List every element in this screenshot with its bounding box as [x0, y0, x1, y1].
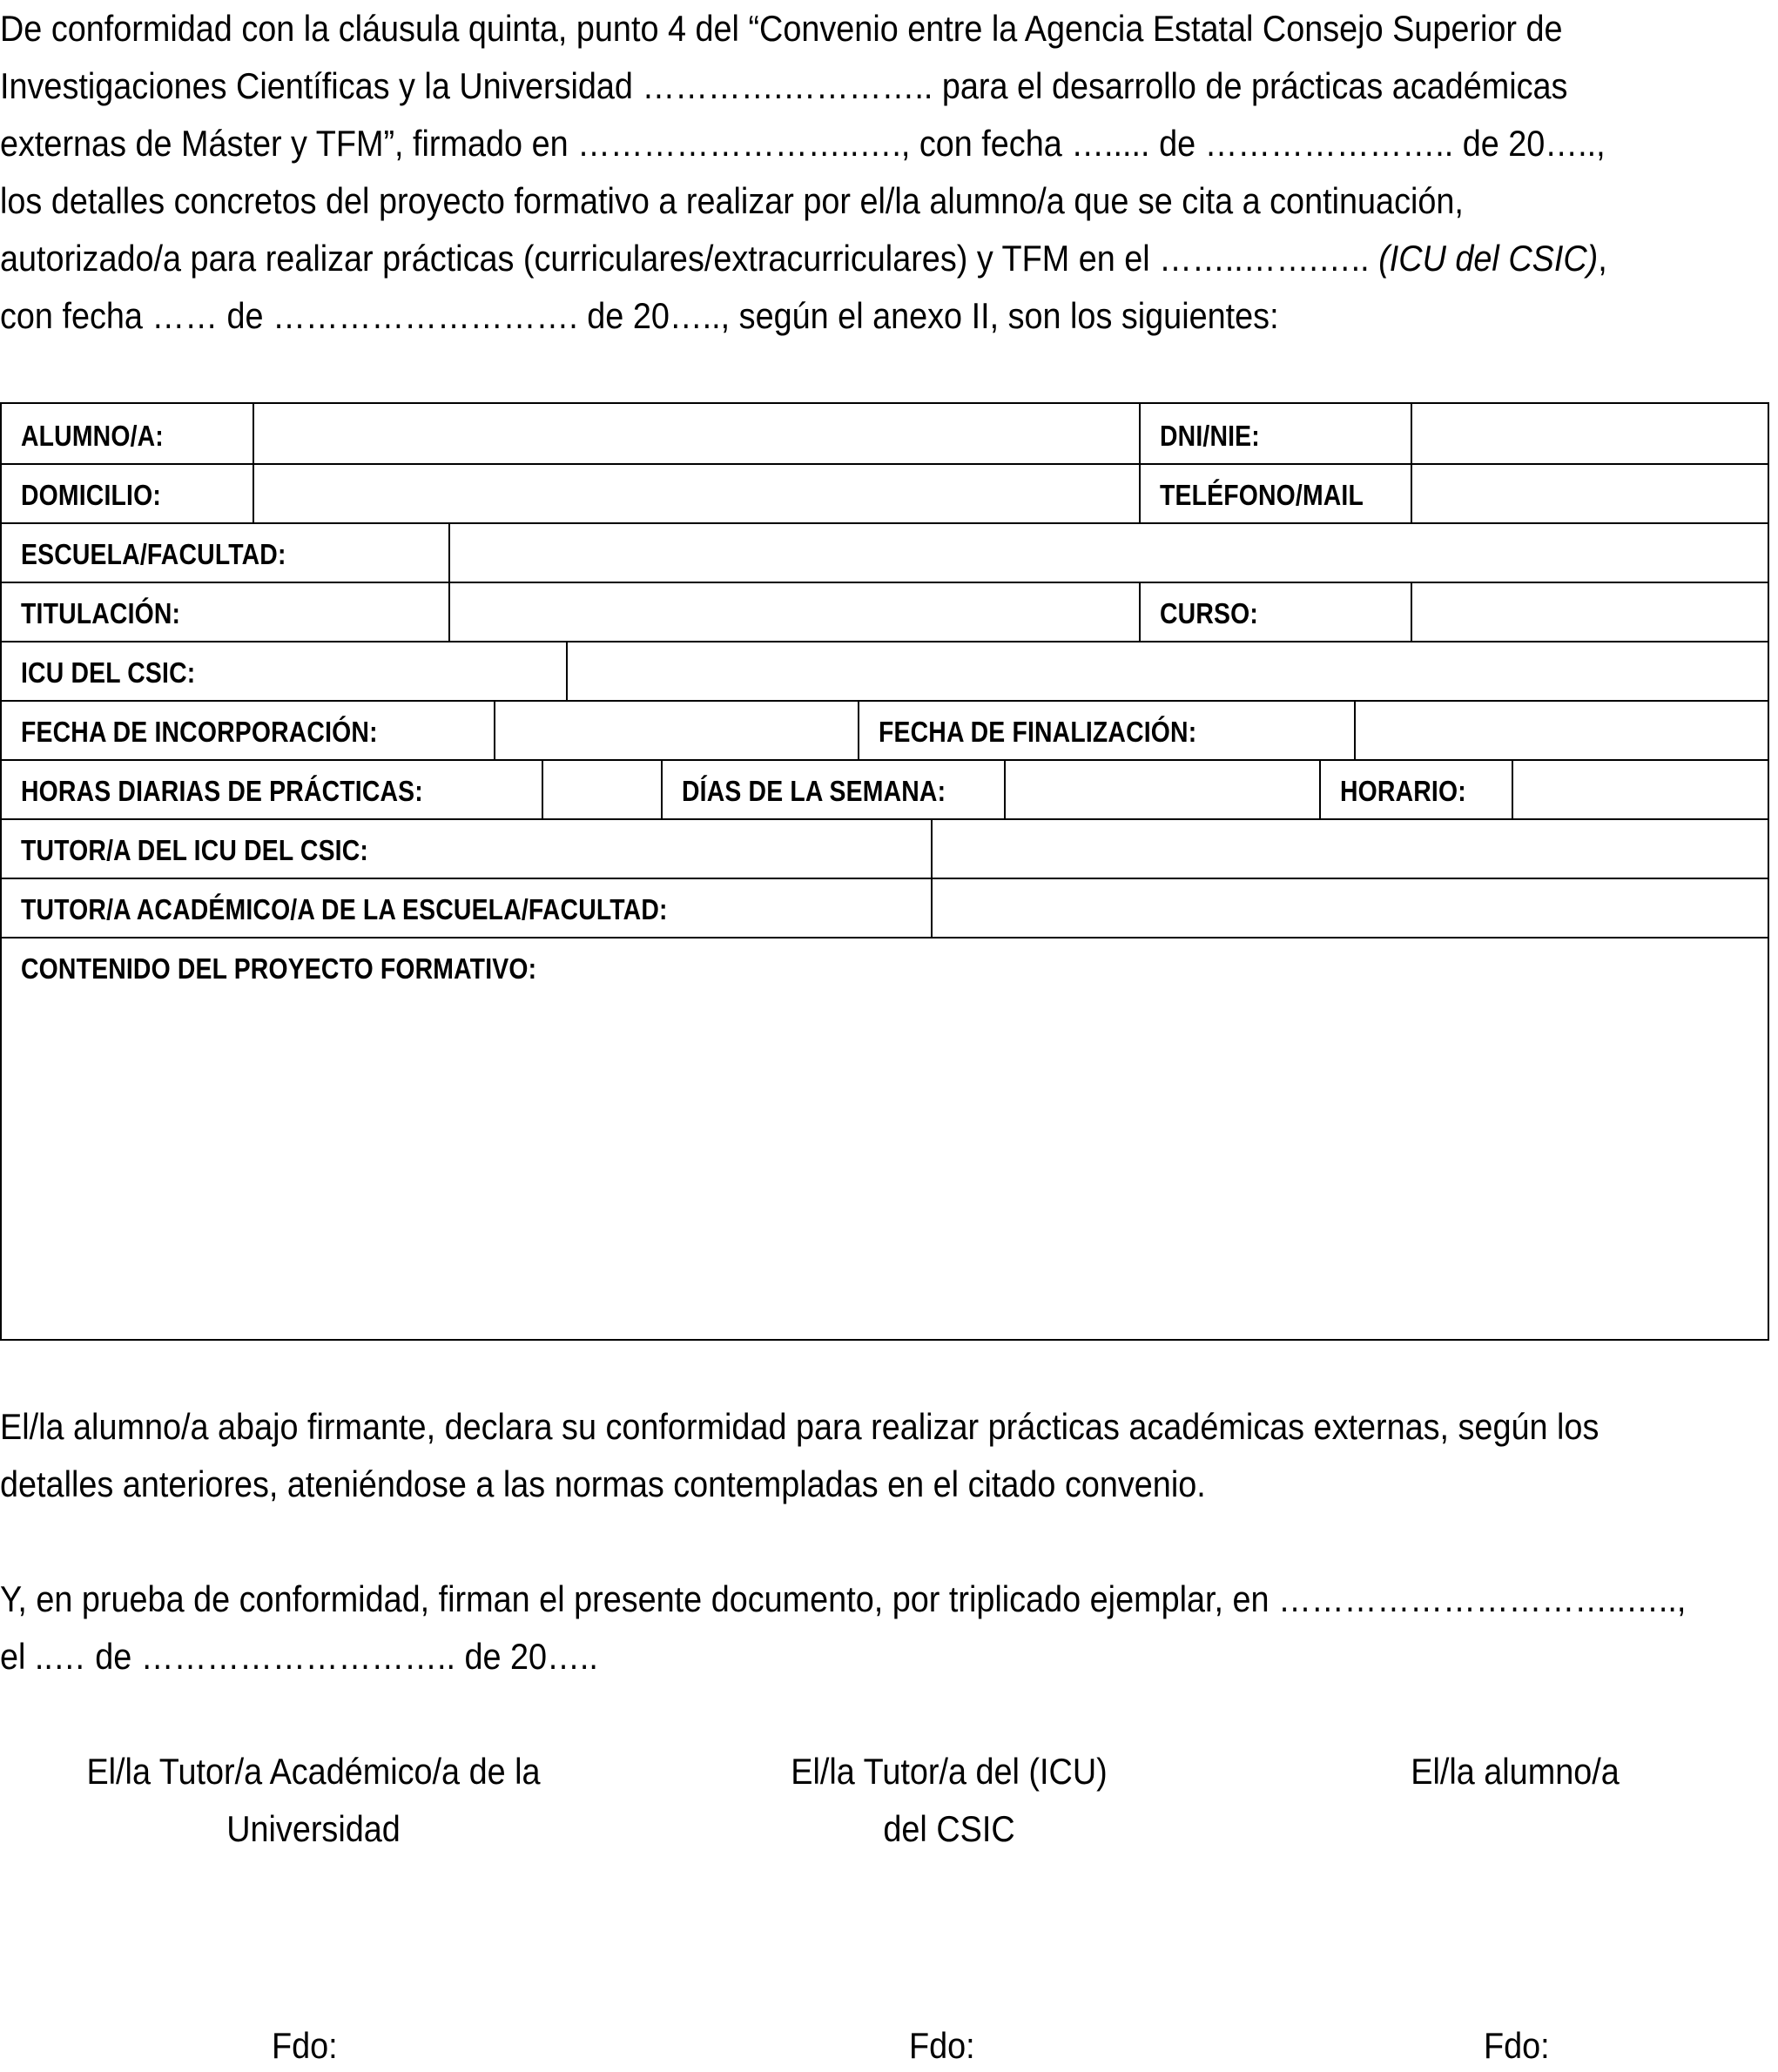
fdo-student[interactable]: Fdo: — [1484, 2025, 1550, 2066]
signature-icu-line-2: del CSIC — [883, 1808, 1015, 1849]
row-domicilio — [2, 463, 1768, 524]
row-icu — [2, 641, 1768, 702]
label-cell-escuela — [2, 522, 450, 582]
field-dni[interactable] — [1412, 404, 1768, 463]
row-titulacion — [2, 582, 1768, 642]
intro-line-3: externas de Máster y TFM”, firmado en ……………………..…., con fecha …..... de ………………….. de 20….., — [0, 123, 1606, 164]
field-icu[interactable] — [568, 641, 1768, 700]
signature-icu-tutor — [753, 1743, 1145, 1858]
label-telefono: TELÉFONO/MAIL — [1160, 479, 1364, 511]
row-escuela — [2, 522, 1768, 583]
label-cell-fecha-incorporacion — [2, 700, 495, 759]
label-cell-horas — [2, 759, 543, 818]
label-dni: DNI/NIE: — [1160, 420, 1260, 452]
row-tutor-academico — [2, 878, 1768, 938]
fdo-icu-tutor[interactable]: Fdo: — [909, 2025, 975, 2066]
row-tutor-icu — [2, 818, 1768, 879]
field-contenido-proyecto[interactable] — [2, 937, 1768, 1339]
intro-line-5 — [0, 230, 1769, 287]
proof-line-1: Y, en prueba de conformidad, firman el presente documento, por triplicado ejemplar, en …………………………..….., — [0, 1578, 1687, 1619]
intro-line-4: los detalles concretos del proyecto formativo a realizar por el/la alumno/a que se cita a continuación, — [0, 180, 1464, 221]
label-cell-dni — [1141, 404, 1412, 463]
label-domicilio: DOMICILIO: — [21, 479, 161, 511]
training-project-form — [0, 402, 1769, 1341]
label-cell-titulacion — [2, 582, 450, 641]
field-curso[interactable] — [1412, 582, 1768, 641]
field-dias[interactable] — [1006, 759, 1321, 818]
signature-student — [1358, 1743, 1672, 1800]
intro-line-6: con fecha …… de ………………………. de 20….., según el anexo II, son los siguientes: — [0, 295, 1279, 336]
field-titulacion[interactable] — [450, 582, 1141, 641]
label-cell-domicilio — [2, 463, 254, 522]
intro-line-2: Investigaciones Científicas y la Universidad ………….………….. para el desarrollo de prácticas académicas — [0, 65, 1568, 106]
label-cell-telefono — [1141, 463, 1412, 522]
signature-academic-tutor — [78, 1743, 549, 1858]
field-fecha-incorporacion[interactable] — [495, 700, 859, 759]
declaration-line-1: El/la alumno/a abajo firmante, declara su conformidad para realizar prácticas académicas externas, según los — [0, 1406, 1600, 1447]
intro-line-1: De conformidad con la cláusula quinta, punto 4 del “Convenio entre la Agencia Estatal Consejo Superior de — [0, 8, 1563, 49]
field-fecha-finalizacion[interactable] — [1356, 700, 1768, 759]
signature-student-line-1: El/la alumno/a — [1411, 1751, 1620, 1792]
field-escuela[interactable] — [450, 522, 1768, 582]
intro-line-5-end: , — [1598, 238, 1607, 279]
label-cell-tutor-icu — [2, 818, 933, 878]
icu-italic-note: (ICU del CSIC) — [1378, 238, 1599, 279]
row-fechas — [2, 700, 1768, 761]
label-cell-dias — [663, 759, 1006, 818]
label-cell-icu — [2, 641, 568, 700]
label-horario: HORARIO: — [1340, 775, 1466, 807]
label-titulacion: TITULACIÓN: — [21, 597, 181, 629]
field-horas[interactable] — [543, 759, 663, 818]
field-telefono[interactable] — [1412, 463, 1768, 522]
label-contenido: CONTENIDO DEL PROYECTO FORMATIVO: — [21, 952, 537, 985]
field-tutor-icu[interactable] — [933, 818, 1768, 878]
field-tutor-academico[interactable] — [933, 878, 1768, 937]
proof-line-2: el ..… de ……………………….. de 20….. — [0, 1636, 598, 1677]
intro-line-5-text: autorizado/a para realizar prácticas (curriculares/extracurriculares) y TFM en el ……..…….….. — [0, 238, 1379, 279]
label-icu: ICU DEL CSIC: — [21, 656, 196, 689]
label-cell-curso — [1141, 582, 1412, 641]
field-alumno[interactable] — [254, 404, 1141, 463]
label-cell-alumno — [2, 404, 254, 463]
signature-academic-line-2: Universidad — [226, 1808, 401, 1849]
label-tutor-icu: TUTOR/A DEL ICU DEL CSIC: — [21, 834, 369, 866]
label-cell-horario — [1321, 759, 1513, 818]
label-cell-tutor-academico — [2, 878, 933, 937]
label-fecha-finalizacion: FECHA DE FINALIZACIÓN: — [879, 716, 1197, 748]
field-domicilio[interactable] — [254, 463, 1141, 522]
label-cell-fecha-finalizacion — [859, 700, 1356, 759]
label-horas: HORAS DIARIAS DE PRÁCTICAS: — [21, 775, 423, 807]
fdo-academic-tutor[interactable]: Fdo: — [272, 2025, 338, 2066]
row-horas — [2, 759, 1768, 820]
label-curso: CURSO: — [1160, 597, 1258, 629]
signature-icu-line-1: El/la Tutor/a del (ICU) — [791, 1751, 1108, 1792]
label-fecha-incorporacion: FECHA DE INCORPORACIÓN: — [21, 716, 378, 748]
row-alumno — [2, 404, 1768, 465]
declaration-line-2: detalles anteriores, ateniéndose a las normas contempladas en el citado convenio. — [0, 1463, 1206, 1504]
signature-academic-line-1: El/la Tutor/a Académico/a de la — [86, 1751, 541, 1792]
label-dias: DÍAS DE LA SEMANA: — [682, 775, 946, 807]
label-escuela: ESCUELA/FACULTAD: — [21, 538, 286, 570]
label-tutor-academico: TUTOR/A ACADÉMICO/A DE LA ESCUELA/FACULTAD: — [21, 893, 668, 925]
label-alumno: ALUMNO/A: — [21, 420, 164, 452]
field-horario[interactable] — [1513, 759, 1768, 818]
